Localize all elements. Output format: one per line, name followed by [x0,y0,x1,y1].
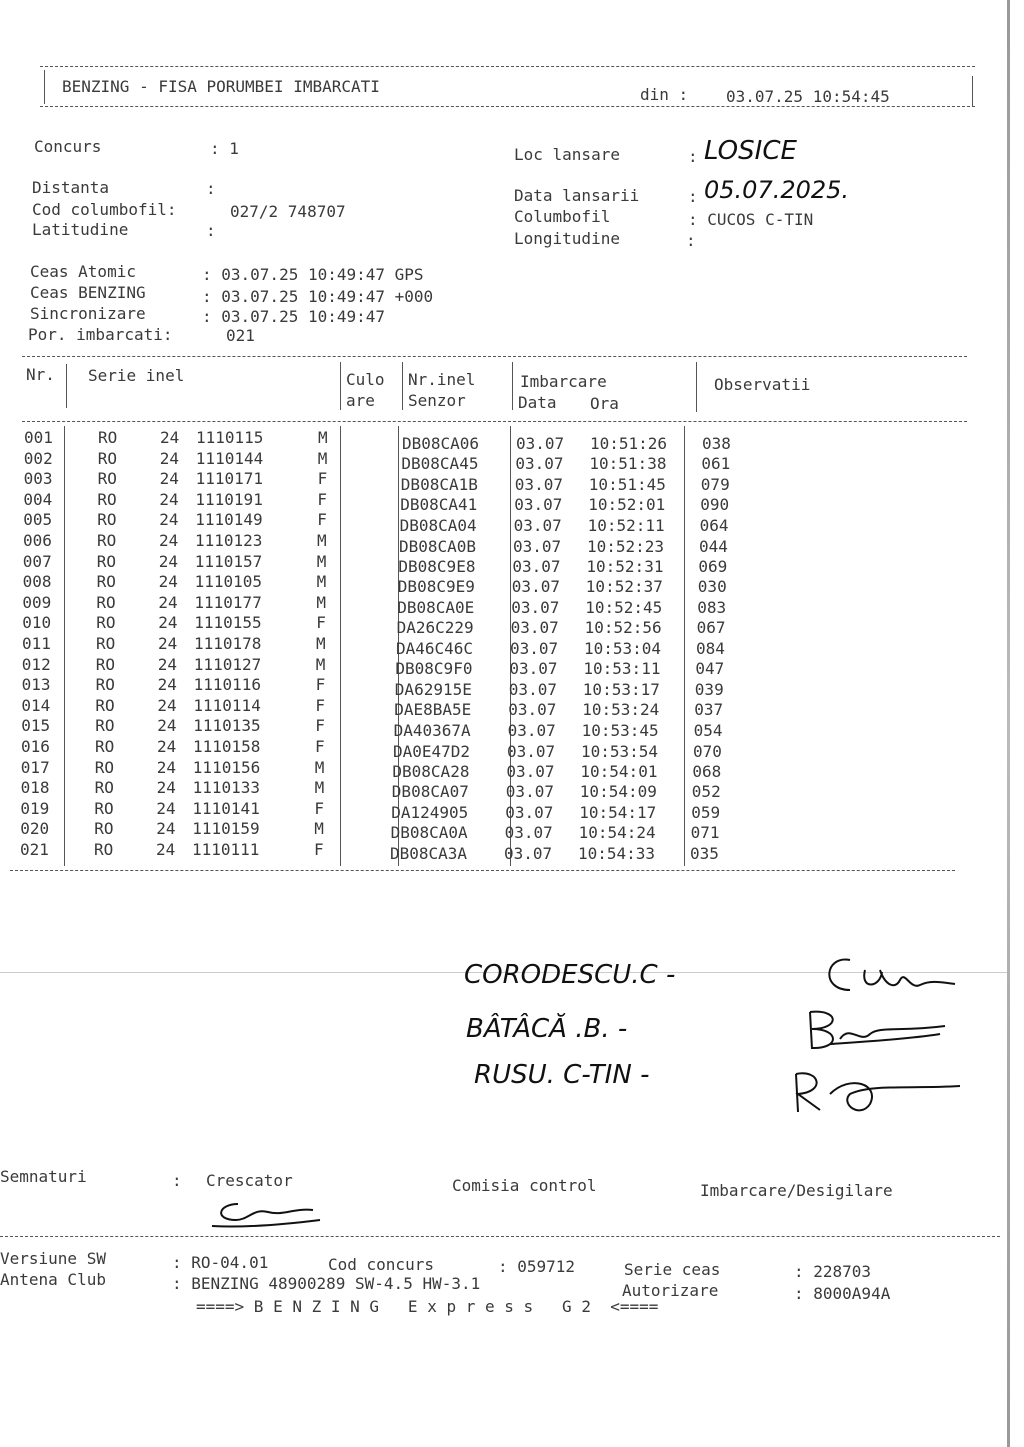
cell-date: 03.07 [512,556,561,576]
table-bottom-border [10,870,955,871]
semnaturi-colon: : [172,1171,182,1190]
col-divider-culo [402,362,403,410]
table-row [0,695,1024,720]
cell-year: 24 [157,737,177,756]
cell-chip: DA124905 [391,802,469,822]
cell-chip: DB08CA06 [402,434,480,453]
cell-obs: 059 [691,802,721,822]
cell-year: 24 [156,840,176,859]
cell-year: 24 [160,428,180,447]
document-title: BENZING - FISA PORUMBEI IMBARCATI [62,77,380,96]
cell-date: 03.07 [505,802,554,822]
cell-country: RO [94,819,114,839]
cell-country: RO [95,654,116,674]
cell-ring: 1110127 [193,654,262,674]
ceas-benzing-label: Ceas BENZING [30,283,146,302]
cell-country: RO [95,716,115,736]
cell-ring: 1110114 [193,695,261,715]
cell-chip: DB08CA07 [391,782,469,802]
col-divider-serie [340,362,341,410]
cell-chip: DB08CA41 [400,495,478,515]
cell-country: RO [96,634,116,653]
table-row [0,716,1024,740]
data-lansarii-handwritten: 05.07.2025. [704,176,850,204]
columbofil-label: Columbofil [514,207,611,226]
cell-ring: 1110135 [193,716,261,736]
cell-sex: M [316,634,326,653]
cell-time: 10:53:04 [584,639,662,658]
cell-obs: 084 [696,639,725,658]
signature-2 [800,1004,950,1054]
cell-date: 03.07 [511,597,560,617]
table-row [0,798,1024,822]
cell-country: RO [97,469,117,489]
cell-chip: DA40367A [393,720,471,740]
distanta-label: Distanta [32,178,110,197]
table-row [0,489,1024,515]
cell-year: 24 [157,654,178,674]
benzing-express-line: ====> B E N Z I N G E x p r e s s G 2 <==== [196,1297,659,1316]
cell-date: 03.07 [513,515,562,535]
col-header-culo: Culo [346,370,385,389]
cell-sex: M [316,551,327,571]
cell-date: 03.07 [508,700,557,720]
cell-nr: 006 [23,531,52,550]
cell-sex: M [318,428,328,447]
col-header-are: are [346,391,375,410]
col-header-observatii: Observatii [714,375,811,394]
cell-country: RO [96,613,116,633]
cell-time: 10:53:54 [581,741,659,761]
cell-obs: 047 [695,659,725,679]
cell-sex: M [315,654,326,674]
table-row [0,675,1024,699]
cell-time: 10:54:01 [580,761,658,781]
cell-sex: M [316,572,327,592]
cell-country: RO [97,510,117,530]
cell-country: RO [94,757,115,777]
cell-obs: 090 [700,495,730,515]
concurs-value: : 1 [210,139,239,158]
cell-year: 24 [159,469,179,489]
col-divider-imbarcare [696,362,697,412]
cell-year: 24 [156,778,176,798]
footer-separator [0,1236,1000,1237]
cell-year: 24 [158,551,179,571]
cell-date: 03.07 [510,618,559,638]
table-row [0,469,1024,494]
imbarcare-desigilare-label: Imbarcare/Desigilare [700,1181,893,1200]
cell-ring: 1110157 [194,551,263,571]
cell-chip: DB08CA0E [397,597,475,617]
cell-time: 10:52:01 [588,495,666,515]
cell-ring: 1110115 [196,428,264,447]
cell-year: 24 [157,675,177,695]
cell-obs: 071 [690,823,720,843]
cell-nr: 009 [22,592,52,612]
cell-time: 10:52:37 [585,577,663,597]
cell-date: 03.07 [508,679,557,699]
cell-year: 24 [158,634,178,653]
cell-year: 24 [158,613,178,633]
cell-time: 10:53:17 [582,679,660,699]
table-row [0,613,1024,638]
cod-columbofil-value: 027/2 748707 [230,202,346,221]
cell-sex: F [315,737,325,756]
cell-obs: 044 [699,536,728,556]
cell-year: 24 [156,757,177,777]
cell-country: RO [96,572,116,592]
cell-date: 03.07 [504,823,553,843]
sincronizare-label: Sincronizare [30,304,146,323]
data-lansarii-label: Data lansarii [514,186,640,205]
cell-sex: F [317,510,327,530]
table-row [0,778,1024,802]
ceas-atomic-label: Ceas Atomic [30,262,136,281]
cell-chip: DB08CA45 [401,454,479,474]
header-bottom-border [40,106,975,107]
cell-country: RO [97,531,117,550]
cell-time: 10:52:11 [587,515,665,535]
table-row [0,448,1024,474]
cell-nr: 005 [23,510,53,530]
cell-nr: 001 [24,428,53,447]
cell-date: 03.07 [510,639,559,658]
table-row [0,531,1024,556]
cell-nr: 013 [21,675,51,695]
cell-time: 10:54:09 [579,782,657,802]
cell-obs: 069 [698,556,728,576]
cell-nr: 004 [23,489,53,509]
comisia-control-label: Comisia control [452,1176,597,1195]
cell-obs: 038 [702,434,731,453]
cell-sex: F [315,695,326,715]
cell-nr: 016 [21,737,50,756]
handwritten-name-3: RUSU. C-TIN - [474,1060,650,1090]
cell-country: RO [95,675,115,695]
cell-nr: 018 [20,778,50,798]
cell-date: 03.07 [507,741,556,761]
versiune-sw-label: Versiune SW [0,1249,106,1268]
cell-year: 24 [157,716,177,736]
cell-nr: 017 [20,757,50,777]
cell-year: 24 [158,592,178,612]
cell-year: 24 [156,819,176,839]
cell-sex: F [315,675,326,695]
cell-date: 03.07 [506,761,555,781]
cell-ring: 1110144 [195,448,264,468]
antena-club-value: : BENZING 48900289 SW-4.5 HW-3.1 [172,1274,481,1293]
columbofil-value: : CUCOS C-TIN [688,210,814,229]
date-label: din : [640,85,689,104]
cell-time: 10:52:56 [584,618,662,638]
loc-lansare-value: : [688,147,698,166]
longitudine-value: : [686,231,696,250]
signature-3 [790,1064,970,1120]
autorizare-value: : 8000A94A [794,1284,891,1303]
cell-sex: M [317,448,328,468]
cell-ring: 1110159 [192,819,260,839]
porumbei-imbarcati-value: 021 [226,326,255,345]
cell-obs: 037 [694,700,724,720]
cell-time: 10:53:45 [581,720,659,740]
cell-country: RO [95,737,115,756]
cell-year: 24 [158,572,178,592]
header-left-border [44,70,45,104]
cell-obs: 064 [699,515,729,535]
ceas-benzing-value: : 03.07.25 10:49:47 +000 [202,287,434,306]
signature-1 [820,950,960,1000]
cell-date: 03.07 [514,474,563,494]
cell-ring: 1110116 [193,675,262,695]
cell-obs: 070 [693,741,722,761]
cell-ring: 1110155 [194,613,262,633]
cell-chip: DAE8BA5E [394,700,472,720]
data-lansarii-value: : [688,187,698,206]
col-divider-senzor [512,362,513,410]
cell-time: 10:54:33 [578,844,656,863]
table-row [0,572,1024,597]
cell-chip: DA26C229 [396,618,474,638]
cell-sex: F [317,489,328,509]
cell-year: 24 [159,489,179,509]
cell-nr: 007 [22,551,52,571]
concurs-label: Concurs [34,137,102,156]
semnaturi-label: Semnaturi [0,1167,87,1186]
cell-sex: F [314,840,324,859]
cell-time: 10:52:23 [587,536,665,556]
cell-sex: M [316,592,327,612]
cell-year: 24 [159,510,179,530]
cell-date: 03.07 [504,844,553,863]
header-right-border [972,76,973,106]
cell-sex: M [314,757,325,777]
longitudine-label: Longitudine [514,229,620,248]
cell-ring: 1110191 [195,489,263,509]
cell-obs: 054 [693,720,723,740]
cell-nr: 002 [23,448,53,468]
cell-obs: 052 [691,782,721,802]
table-row [0,634,1024,658]
cell-nr: 014 [21,695,51,715]
table-row [0,592,1024,617]
cell-sex: M [314,819,324,839]
cell-nr: 020 [20,819,50,839]
cell-date: 03.07 [507,720,556,740]
cell-nr: 003 [23,469,53,489]
col-divider-nr [66,364,67,408]
cell-chip: DA62915E [394,679,472,699]
cell-year: 24 [156,798,176,818]
handwritten-name-1: CORODESCU.C - [464,960,676,990]
cell-obs: 039 [694,679,724,699]
table-row [0,840,1024,863]
table-row [0,737,1024,761]
col-header-ora: Ora [590,394,619,413]
cell-country: RO [97,489,117,509]
cell-nr: 011 [22,634,51,653]
cell-chip: DB08C9E9 [397,577,475,597]
cell-time: 10:52:31 [586,556,664,576]
cell-nr: 019 [20,798,50,818]
cell-country: RO [95,695,115,715]
cell-chip: DB08CA04 [399,515,477,535]
cell-time: 10:54:24 [578,823,656,843]
cell-chip: DB08CA0B [399,536,477,556]
cell-ring: 1110156 [192,757,261,777]
cell-date: 03.07 [513,536,562,556]
autorizare-label: Autorizare [622,1281,719,1300]
cell-chip: DB08CA28 [392,761,470,781]
col-header-serie: Serie inel [88,366,185,385]
cell-nr: 021 [20,840,49,859]
cell-date: 03.07 [514,495,563,515]
cell-nr: 015 [21,716,51,736]
cell-sex: F [317,469,328,489]
cell-time: 10:54:17 [579,802,657,822]
signature-crescator [208,1198,324,1234]
header-top-border [40,66,975,67]
latitudine-label: Latitudine [32,220,129,239]
cell-time: 10:53:11 [583,659,661,679]
cell-sex: F [315,716,325,736]
col-header-imbarcare: Imbarcare [520,372,607,391]
cell-country: RO [98,428,118,447]
cell-time: 10:51:26 [590,434,668,453]
table-row [0,551,1024,576]
col-header-data: Data [518,393,557,412]
cell-chip: DB08CA3A [390,844,468,863]
cell-ring: 1110105 [194,572,263,592]
cell-chip: DA46C46C [396,639,474,658]
cell-date: 03.07 [516,434,565,453]
table-row [0,510,1024,535]
cell-time: 10:53:24 [582,700,660,720]
versiune-sw-value: : RO-04.01 [172,1253,269,1272]
cell-country: RO [96,592,116,612]
cell-country: RO [96,551,117,571]
cell-obs: 035 [690,844,719,863]
cell-date: 03.07 [505,782,554,802]
table-header-separator [22,421,967,422]
cell-sex: F [316,613,326,633]
page-edge-shadow [1007,0,1010,1447]
cell-time: 10:52:45 [585,597,663,617]
cell-country: RO [94,778,114,798]
cell-year: 24 [159,531,179,550]
cell-time: 10:51:38 [589,454,667,474]
cell-obs: 061 [701,454,731,474]
cell-year: 24 [159,448,180,468]
table-row [0,428,1024,453]
cell-country: RO [97,448,118,468]
cell-ring: 1110123 [195,531,263,550]
cell-country: RO [94,798,114,818]
ceas-atomic-value: : 03.07.25 10:49:47 GPS [202,265,424,284]
cell-time: 10:51:45 [588,474,666,494]
cell-chip: DB08C9E8 [398,556,476,576]
cell-ring: 1110158 [193,737,261,756]
loc-lansare-label: Loc lansare [514,145,620,164]
cell-ring: 1110111 [192,840,260,859]
serie-ceas-label: Serie ceas [624,1260,721,1279]
cell-ring: 1110141 [192,798,260,818]
serie-ceas-value: : 228703 [794,1262,872,1281]
cell-chip: DB08CA1B [400,474,478,494]
loc-lansare-handwritten: LOSICE [704,136,797,166]
crescator-label: Crescator [206,1171,293,1190]
cell-nr: 012 [21,654,51,674]
col-header-senzor: Senzor [408,391,466,410]
cell-obs: 083 [697,597,727,617]
antena-club-label: Antena Club [0,1270,106,1289]
cell-date: 03.07 [515,454,564,474]
cell-date: 03.07 [511,577,560,597]
table-row [0,757,1024,781]
table-row [0,819,1024,843]
cell-obs: 068 [692,761,722,781]
cell-chip: DB08C9F0 [395,659,473,679]
cell-chip: DA0E47D2 [393,741,471,761]
cell-ring: 1110149 [195,510,263,530]
col-header-nr: Nr. [26,365,55,384]
cell-nr: 010 [22,613,52,633]
cell-ring: 1110178 [194,634,262,653]
cell-date: 03.07 [509,659,558,679]
cell-obs: 067 [696,618,726,638]
cell-nr: 008 [22,572,52,592]
date-value: 03.07.25 10:54:45 [726,87,890,106]
cod-columbofil-label: Cod columbofil: [32,200,177,219]
cell-sex: M [314,778,325,798]
sincronizare-value: : 03.07.25 10:49:47 [202,307,386,326]
cod-concurs-label: Cod concurs [328,1255,434,1274]
cell-obs: 030 [697,577,727,597]
cell-chip: DB08CA0A [390,823,468,843]
cell-year: 24 [157,695,177,715]
cell-ring: 1110177 [194,592,262,612]
cell-sex: F [314,798,325,818]
cell-ring: 1110171 [195,469,264,489]
cell-obs: 079 [700,474,730,494]
table-row [0,654,1024,679]
distanta-value: : [206,179,216,198]
cell-country: RO [94,840,114,859]
cell-ring: 1110133 [192,778,261,798]
col-header-nrinel: Nr.inel [408,370,476,389]
cell-sex: M [317,531,327,550]
table-top-border [22,356,967,357]
porumbei-imbarcati-label: Por. imbarcati: [28,325,173,344]
cod-concurs-value: : 059712 [498,1257,576,1276]
latitudine-value: : [206,221,216,240]
handwritten-name-2: BÂTÂCĂ .B. - [466,1014,628,1044]
